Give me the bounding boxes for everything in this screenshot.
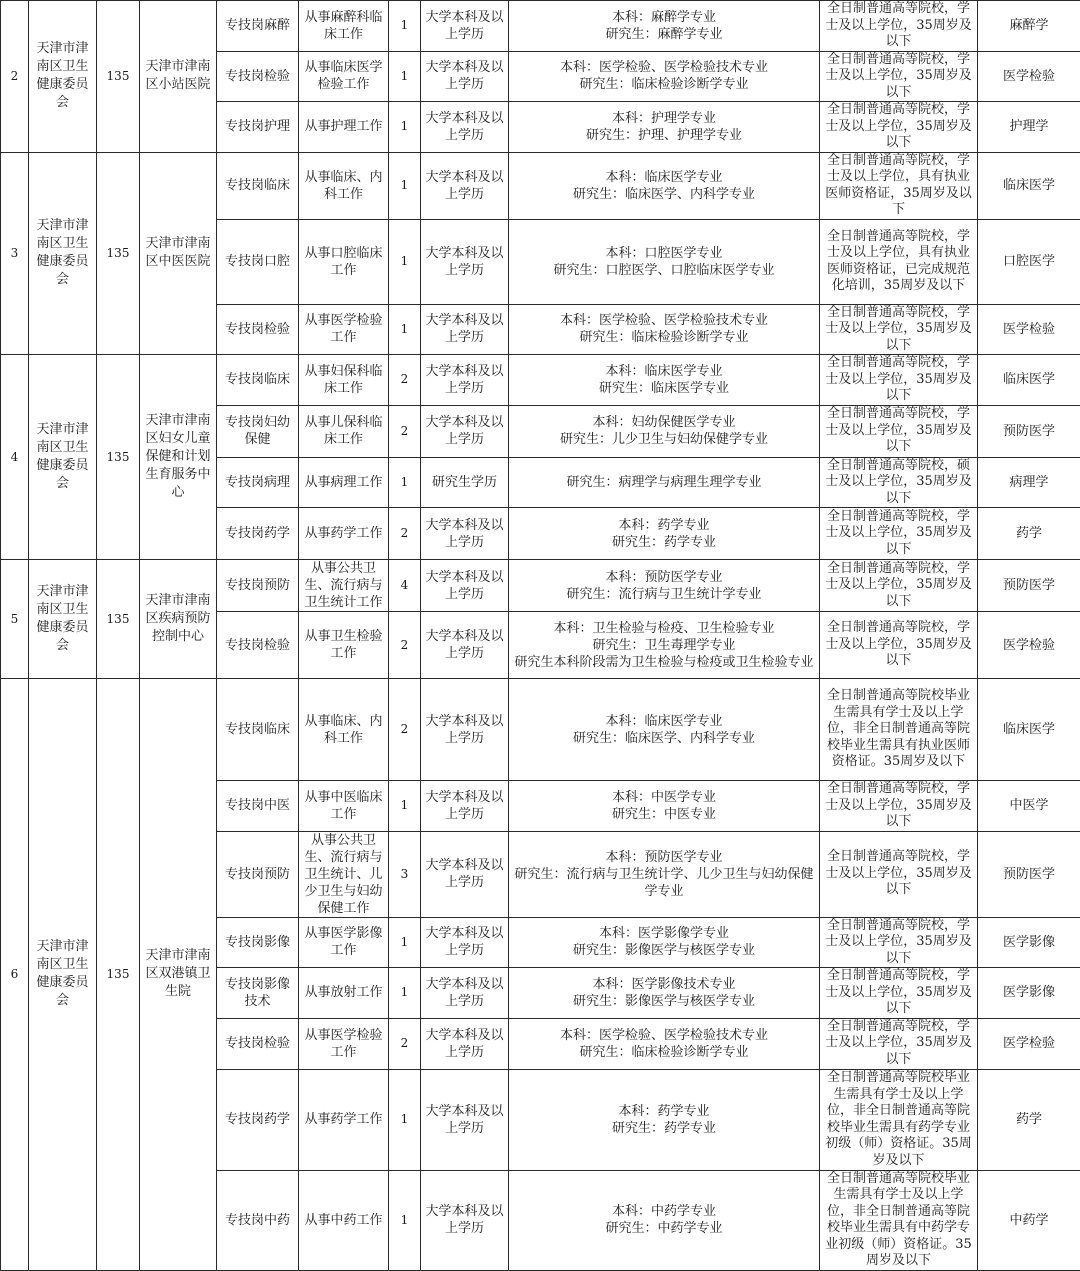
dept-code-cell: 135 bbox=[97, 1, 140, 153]
education-cell: 大学本科及以上学历 bbox=[421, 355, 509, 406]
exam-subject-cell: 临床医学 bbox=[978, 679, 1080, 781]
dept-code-cell: 135 bbox=[97, 355, 140, 560]
major-cell: 本科：中药学专业 研究生：中药学专业 bbox=[509, 1170, 820, 1270]
duty-cell: 从事医学检验工作 bbox=[299, 1018, 389, 1069]
headcount-cell: 1 bbox=[389, 968, 421, 1019]
exam-subject-cell: 临床医学 bbox=[978, 152, 1080, 219]
major-cell: 本科：口腔医学专业 研究生：口腔医学、口腔临床医学专业 bbox=[509, 219, 820, 304]
headcount-cell: 3 bbox=[389, 831, 421, 917]
education-cell: 大学本科及以上学历 bbox=[421, 51, 509, 102]
headcount-cell: 2 bbox=[389, 612, 421, 679]
seq-cell: 4 bbox=[1, 355, 29, 560]
major-cell: 本科：预防医学专业 研究生：流行病与卫生统计学专业 bbox=[509, 560, 820, 612]
post-name-cell: 专技岗妇幼保健 bbox=[217, 405, 299, 457]
post-name-cell: 专技岗检验 bbox=[217, 51, 299, 102]
seq-cell: 6 bbox=[1, 679, 29, 1271]
requirement-cell: 全日制普通高等院校，学士及以上学位，35周岁及以下 bbox=[820, 612, 978, 679]
exam-subject-cell: 中医学 bbox=[978, 781, 1080, 832]
post-name-cell: 专技岗临床 bbox=[217, 152, 299, 219]
major-cell: 本科：妇幼保健医学专业 研究生：儿少卫生与妇幼保健学专业 bbox=[509, 405, 820, 457]
dept-code-cell: 135 bbox=[97, 152, 140, 355]
major-cell: 本科：医学影像学专业 研究生：影像医学与核医学专业 bbox=[509, 917, 820, 968]
major-cell: 本科：医学检验、医学检验技术专业 研究生：临床检验诊断学专业 bbox=[509, 304, 820, 355]
major-cell: 本科：麻醉学专业 研究生：麻醉学专业 bbox=[509, 1, 820, 52]
major-cell: 本科：预防医学专业 研究生：流行病与卫生统计学、儿少卫生与妇幼保健学专业 bbox=[509, 831, 820, 917]
major-cell: 本科：药学专业 研究生：药学专业 bbox=[509, 1069, 820, 1170]
duty-cell: 从事药学工作 bbox=[299, 508, 389, 560]
table-row bbox=[1, 560, 1080, 612]
post-name-cell: 专技岗口腔 bbox=[217, 219, 299, 304]
requirement-cell: 全日制普通高等院校，学士及以上学位，35周岁及以下 bbox=[820, 405, 978, 457]
exam-subject-cell: 医学影像 bbox=[978, 917, 1080, 968]
table-row bbox=[1, 355, 1080, 406]
education-cell: 大学本科及以上学历 bbox=[421, 612, 509, 679]
requirement-cell: 全日制普通高等院校，学士及以上学位，35周岁及以下 bbox=[820, 1018, 978, 1069]
duty-cell: 从事临床、内科工作 bbox=[299, 679, 389, 781]
requirement-cell: 全日制普通高等院校，学士及以上学位，35周岁及以下 bbox=[820, 831, 978, 917]
duty-cell: 从事医学影像工作 bbox=[299, 917, 389, 968]
education-cell: 大学本科及以上学历 bbox=[421, 679, 509, 781]
requirement-cell: 全日制普通高等院校，学士及以上学位，35周岁及以下 bbox=[820, 917, 978, 968]
exam-subject-cell: 病理学 bbox=[978, 457, 1080, 508]
requirement-cell: 全日制普通高等院校，学士及以上学位，35周岁及以下 bbox=[820, 355, 978, 406]
exam-subject-cell: 医学检验 bbox=[978, 1018, 1080, 1069]
post-name-cell: 专技岗护理 bbox=[217, 102, 299, 153]
education-cell: 大学本科及以上学历 bbox=[421, 102, 509, 153]
post-name-cell: 专技岗临床 bbox=[217, 679, 299, 781]
duty-cell: 从事中医临床工作 bbox=[299, 781, 389, 832]
exam-subject-cell: 预防医学 bbox=[978, 831, 1080, 917]
employer-unit-cell: 天津市津南区疾病预防控制中心 bbox=[140, 560, 217, 679]
duty-cell: 从事药学工作 bbox=[299, 1069, 389, 1170]
education-cell: 大学本科及以上学历 bbox=[421, 1069, 509, 1170]
employer-unit-cell: 天津市津南区双港镇卫生院 bbox=[140, 679, 217, 1271]
post-name-cell: 专技岗药学 bbox=[217, 508, 299, 560]
headcount-cell: 1 bbox=[389, 1069, 421, 1170]
requirement-cell: 全日制普通高等院校，学士及以上学位，35周岁及以下 bbox=[820, 560, 978, 612]
exam-subject-cell: 药学 bbox=[978, 508, 1080, 560]
requirement-cell: 全日制普通高等院校，学士及以上学位，35周岁及以下 bbox=[820, 51, 978, 102]
post-name-cell: 专技岗药学 bbox=[217, 1069, 299, 1170]
major-cell: 本科：医学检验、医学检验技术专业 研究生：临床检验诊断学专业 bbox=[509, 51, 820, 102]
headcount-cell: 1 bbox=[389, 304, 421, 355]
requirement-cell: 全日制普通高等院校毕业生需具有学士及以上学位，非全日制普通高等院校毕业生需具有执业医师资格证。35周岁及以下 bbox=[820, 679, 978, 781]
employer-unit-cell: 天津市津南区中医医院 bbox=[140, 152, 217, 355]
exam-subject-cell: 预防医学 bbox=[978, 560, 1080, 612]
exam-subject-cell: 预防医学 bbox=[978, 405, 1080, 457]
duty-cell: 从事病理工作 bbox=[299, 457, 389, 508]
post-name-cell: 专技岗预防 bbox=[217, 560, 299, 612]
dept-code-cell: 135 bbox=[97, 679, 140, 1271]
major-cell: 本科：医学影像技术专业 研究生：影像医学与核医学专业 bbox=[509, 968, 820, 1019]
department-cell: 天津市津南区卫生健康委员会 bbox=[29, 679, 97, 1271]
major-cell: 本科：临床医学专业 研究生：临床医学、内科学专业 bbox=[509, 679, 820, 781]
requirement-cell: 全日制普通高等院校，硕士及以上学位，35周岁及以下 bbox=[820, 457, 978, 508]
education-cell: 大学本科及以上学历 bbox=[421, 152, 509, 219]
duty-cell: 从事中药工作 bbox=[299, 1170, 389, 1270]
headcount-cell: 2 bbox=[389, 405, 421, 457]
seq-cell: 5 bbox=[1, 560, 29, 679]
duty-cell: 从事临床医学检验工作 bbox=[299, 51, 389, 102]
exam-subject-cell: 临床医学 bbox=[978, 355, 1080, 406]
requirement-cell: 全日制普通高等院校，学士及以上学位，具有执业医师资格证，35周岁及以下 bbox=[820, 152, 978, 219]
requirement-cell: 全日制普通高等院校，学士及以上学位，35周岁及以下 bbox=[820, 968, 978, 1019]
duty-cell: 从事公共卫生、流行病与卫生统计、儿少卫生与妇幼保健工作 bbox=[299, 831, 389, 917]
requirement-cell: 全日制普通高等院校，学士及以上学位，具有执业医师资格证，已完成规范化培训，35周岁及以下 bbox=[820, 219, 978, 304]
requirement-cell: 全日制普通高等院校毕业生需具有学士及以上学位，非全日制普通高等院校毕业生需具有药学专业初级（师）资格证。35周岁及以下 bbox=[820, 1069, 978, 1170]
seq-cell: 3 bbox=[1, 152, 29, 355]
duty-cell: 从事放射工作 bbox=[299, 968, 389, 1019]
duty-cell: 从事临床、内科工作 bbox=[299, 152, 389, 219]
education-cell: 大学本科及以上学历 bbox=[421, 560, 509, 612]
department-cell: 天津市津南区卫生健康委员会 bbox=[29, 355, 97, 560]
headcount-cell: 1 bbox=[389, 51, 421, 102]
duty-cell: 从事口腔临床工作 bbox=[299, 219, 389, 304]
table-row bbox=[1, 679, 1080, 781]
post-name-cell: 专技岗中医 bbox=[217, 781, 299, 832]
exam-subject-cell: 中药学 bbox=[978, 1170, 1080, 1270]
requirement-cell: 全日制普通高等院校，学士及以上学位，35周岁及以下 bbox=[820, 1, 978, 52]
exam-subject-cell: 护理学 bbox=[978, 102, 1080, 153]
major-cell: 本科：护理学专业 研究生：护理、护理学专业 bbox=[509, 102, 820, 153]
table-row bbox=[1, 1, 1080, 52]
major-cell: 本科：临床医学专业 研究生：临床医学、内科学专业 bbox=[509, 152, 820, 219]
education-cell: 大学本科及以上学历 bbox=[421, 1170, 509, 1270]
headcount-cell: 1 bbox=[389, 1170, 421, 1270]
headcount-cell: 1 bbox=[389, 917, 421, 968]
exam-subject-cell: 口腔医学 bbox=[978, 219, 1080, 304]
education-cell: 大学本科及以上学历 bbox=[421, 1018, 509, 1069]
post-name-cell: 专技岗影像 bbox=[217, 917, 299, 968]
headcount-cell: 2 bbox=[389, 679, 421, 781]
duty-cell: 从事医学检验工作 bbox=[299, 304, 389, 355]
post-name-cell: 专技岗麻醉 bbox=[217, 1, 299, 52]
education-cell: 研究生学历 bbox=[421, 457, 509, 508]
headcount-cell: 1 bbox=[389, 1, 421, 52]
education-cell: 大学本科及以上学历 bbox=[421, 917, 509, 968]
exam-subject-cell: 医学检验 bbox=[978, 51, 1080, 102]
headcount-cell: 1 bbox=[389, 102, 421, 153]
department-cell: 天津市津南区卫生健康委员会 bbox=[29, 560, 97, 679]
duty-cell: 从事公共卫生、流行病与卫生统计工作 bbox=[299, 560, 389, 612]
education-cell: 大学本科及以上学历 bbox=[421, 1, 509, 52]
education-cell: 大学本科及以上学历 bbox=[421, 968, 509, 1019]
education-cell: 大学本科及以上学历 bbox=[421, 405, 509, 457]
education-cell: 大学本科及以上学历 bbox=[421, 781, 509, 832]
post-name-cell: 专技岗中药 bbox=[217, 1170, 299, 1270]
dept-code-cell: 135 bbox=[97, 560, 140, 679]
requirement-cell: 全日制普通高等院校，学士及以上学位，35周岁及以下 bbox=[820, 508, 978, 560]
major-cell: 本科：药学专业 研究生：药学专业 bbox=[509, 508, 820, 560]
post-name-cell: 专技岗检验 bbox=[217, 1018, 299, 1069]
requirement-cell: 全日制普通高等院校，学士及以上学位，35周岁及以下 bbox=[820, 304, 978, 355]
department-cell: 天津市津南区卫生健康委员会 bbox=[29, 1, 97, 153]
post-name-cell: 专技岗预防 bbox=[217, 831, 299, 917]
duty-cell: 从事卫生检验工作 bbox=[299, 612, 389, 679]
post-name-cell: 专技岗影像技术 bbox=[217, 968, 299, 1019]
headcount-cell: 2 bbox=[389, 508, 421, 560]
major-cell: 本科：中医学专业 研究生：中医专业 bbox=[509, 781, 820, 832]
education-cell: 大学本科及以上学历 bbox=[421, 304, 509, 355]
headcount-cell: 1 bbox=[389, 457, 421, 508]
duty-cell: 从事护理工作 bbox=[299, 102, 389, 153]
major-cell: 本科：临床医学专业 研究生：临床医学专业 bbox=[509, 355, 820, 406]
employer-unit-cell: 天津市津南区小站医院 bbox=[140, 1, 217, 153]
table-row bbox=[1, 152, 1080, 219]
headcount-cell: 4 bbox=[389, 560, 421, 612]
major-cell: 本科：医学检验、医学检验技术专业 研究生：临床检验诊断学专业 bbox=[509, 1018, 820, 1069]
headcount-cell: 1 bbox=[389, 219, 421, 304]
requirement-cell: 全日制普通高等院校，学士及以上学位，35周岁及以下 bbox=[820, 102, 978, 153]
exam-subject-cell: 药学 bbox=[978, 1069, 1080, 1170]
department-cell: 天津市津南区卫生健康委员会 bbox=[29, 152, 97, 355]
requirement-cell: 全日制普通高等院校毕业生需具有学士及以上学位，非全日制普通高等院校毕业生需具有中药学专业初级（师）资格证。35周岁及以下 bbox=[820, 1170, 978, 1270]
education-cell: 大学本科及以上学历 bbox=[421, 831, 509, 917]
headcount-cell: 1 bbox=[389, 152, 421, 219]
exam-subject-cell: 医学影像 bbox=[978, 968, 1080, 1019]
seq-cell: 2 bbox=[1, 1, 29, 153]
headcount-cell: 2 bbox=[389, 1018, 421, 1069]
post-name-cell: 专技岗病理 bbox=[217, 457, 299, 508]
post-name-cell: 专技岗临床 bbox=[217, 355, 299, 406]
exam-subject-cell: 医学检验 bbox=[978, 304, 1080, 355]
headcount-cell: 2 bbox=[389, 355, 421, 406]
education-cell: 大学本科及以上学历 bbox=[421, 508, 509, 560]
duty-cell: 从事儿保科临床工作 bbox=[299, 405, 389, 457]
post-name-cell: 专技岗检验 bbox=[217, 304, 299, 355]
table-body bbox=[1, 1, 1080, 1271]
headcount-cell: 1 bbox=[389, 781, 421, 832]
major-cell: 本科：卫生检验与检疫、卫生检验专业 研究生：卫生毒理学专业 研究生本科阶段需为卫生检验与检疫或卫生检验专业 bbox=[509, 612, 820, 679]
post-name-cell: 专技岗检验 bbox=[217, 612, 299, 679]
employer-unit-cell: 天津市津南区妇女儿童保健和计划生育服务中心 bbox=[140, 355, 217, 560]
education-cell: 大学本科及以上学历 bbox=[421, 219, 509, 304]
duty-cell: 从事妇保科临床工作 bbox=[299, 355, 389, 406]
duty-cell: 从事麻醉科临床工作 bbox=[299, 1, 389, 52]
major-cell: 研究生：病理学与病理生理学专业 bbox=[509, 457, 820, 508]
exam-subject-cell: 麻醉学 bbox=[978, 1, 1080, 52]
requirement-cell: 全日制普通高等院校，学士及以上学位，35周岁及以下 bbox=[820, 781, 978, 832]
exam-subject-cell: 医学检验 bbox=[978, 612, 1080, 679]
